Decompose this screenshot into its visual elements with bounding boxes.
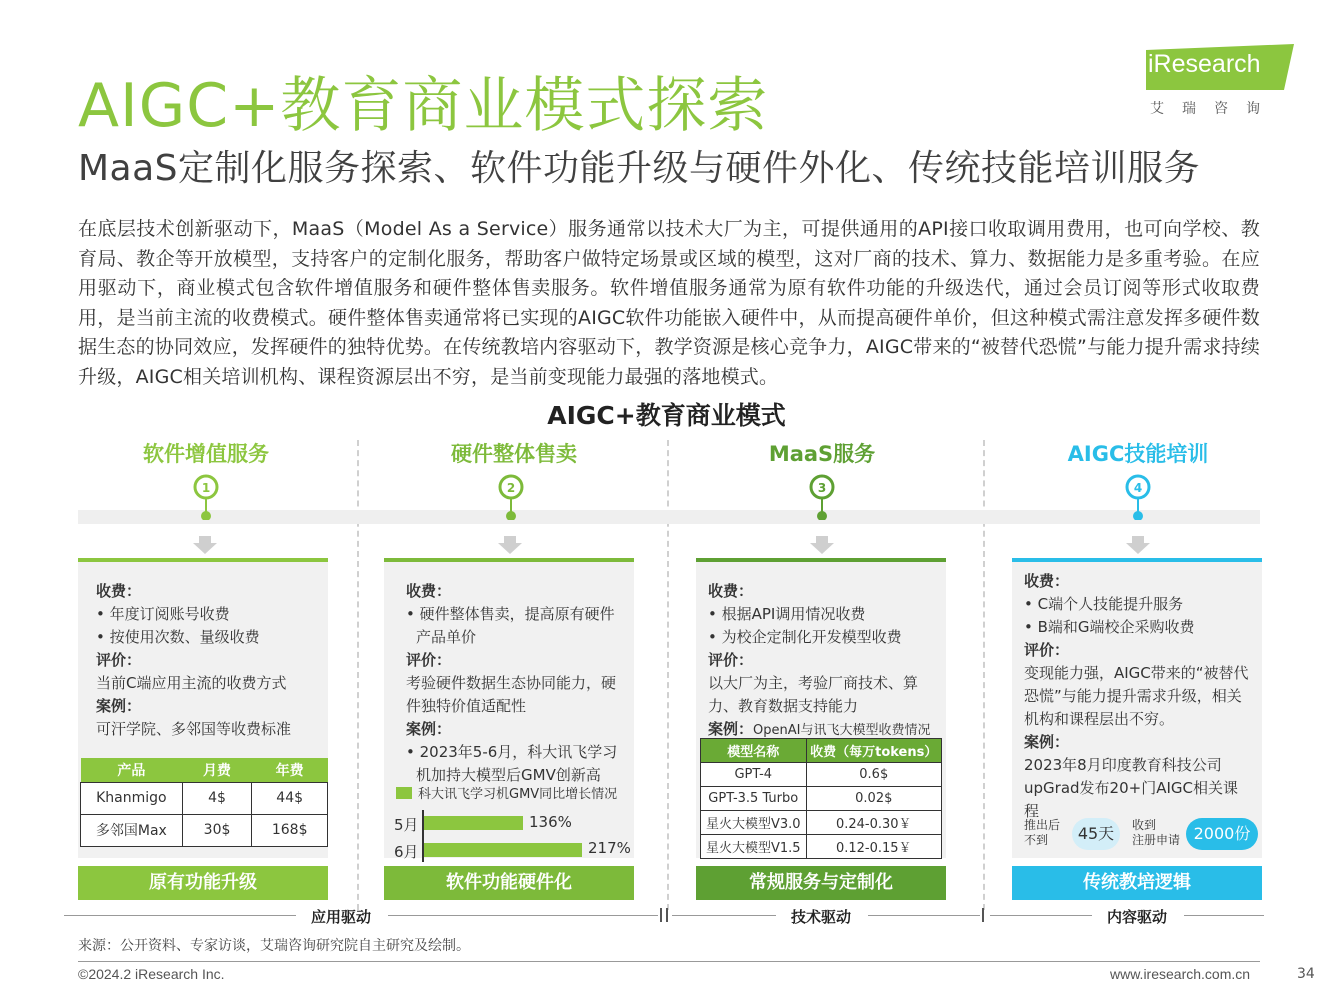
card-maas bbox=[696, 558, 946, 858]
eval-text: 以大厂为主，考验厂商技术、算力、教育数据支持能力 bbox=[708, 674, 919, 715]
col-heading-training: AIGC技能培训 bbox=[1067, 442, 1209, 466]
pin-number: 1 bbox=[201, 481, 211, 495]
pin-marker-1 bbox=[193, 474, 219, 520]
pin-marker-4 bbox=[1125, 474, 1151, 520]
case-text: 可汗学院、多邻国等收费标准 bbox=[96, 720, 292, 738]
case-label: 案例： bbox=[96, 697, 142, 715]
website-link[interactable]: www.iresearch.com.cn bbox=[1110, 966, 1251, 982]
table-row bbox=[701, 787, 942, 811]
driver-tick bbox=[982, 908, 984, 922]
timeline-bar bbox=[78, 510, 1260, 524]
page-number: 34 bbox=[1297, 966, 1315, 982]
pin-number: 2 bbox=[506, 481, 516, 495]
driver-tick bbox=[660, 908, 662, 922]
table-header: 年费 bbox=[252, 758, 328, 782]
logo-cn-text: 艾瑞咨询 bbox=[1150, 101, 1278, 117]
pin-marker-3 bbox=[809, 474, 835, 520]
col-heading-software: 软件增值服务 bbox=[143, 442, 269, 466]
case-label: 案例： bbox=[406, 720, 452, 738]
driver-line bbox=[388, 915, 658, 916]
table-cell: 30$ bbox=[182, 814, 252, 846]
table-header: 收费（每万tokens） bbox=[806, 739, 942, 763]
col-heading-hardware: 硬件整体售卖 bbox=[451, 442, 577, 466]
driver-line bbox=[672, 915, 776, 916]
model-pricing-table bbox=[700, 738, 942, 859]
down-arrow-icon bbox=[498, 536, 522, 554]
fee-label: 收费： bbox=[406, 582, 452, 600]
fee-item: • C端个人技能提升服务 bbox=[1024, 595, 1184, 613]
table-header: 产品 bbox=[81, 758, 183, 782]
table-cell: Khanmigo bbox=[81, 782, 183, 814]
driver-line bbox=[990, 915, 1092, 916]
bar-category-label: 5月 bbox=[394, 816, 419, 834]
stat-label: 推出后 不到 bbox=[1024, 818, 1061, 847]
page-title: AIGC+教育商业模式探索 bbox=[78, 71, 769, 141]
fee-label: 收费： bbox=[96, 582, 142, 600]
table-cell: 168$ bbox=[252, 814, 328, 846]
table-row bbox=[701, 811, 942, 835]
table-cell: 星火大模型V1.5 bbox=[701, 835, 807, 859]
fee-item: • 硬件整体售卖，提高原有硬件产品单价 bbox=[406, 605, 615, 646]
logo-text: iResearch bbox=[1148, 50, 1261, 78]
driver-line bbox=[868, 915, 980, 916]
table-row bbox=[701, 835, 942, 859]
table-cell: 0.6$ bbox=[806, 763, 942, 787]
pin-marker-2 bbox=[498, 474, 524, 520]
case-text: 2023年8月印度教育科技公司upGrad发布20+门AIGC相关课程 bbox=[1024, 756, 1238, 820]
driver-label-technology: 技术驱动 bbox=[790, 908, 851, 926]
fee-item: • 为校企定制化开发模型收费 bbox=[708, 628, 902, 646]
case-text: OpenAI与讯飞大模型收费情况 bbox=[753, 723, 931, 738]
table-header: 模型名称 bbox=[701, 739, 807, 763]
table-cell: 0.02$ bbox=[806, 787, 942, 811]
card-training bbox=[1012, 558, 1262, 858]
pricing-table bbox=[80, 758, 328, 847]
table-cell: 0.24-0.30￥ bbox=[806, 811, 942, 835]
stat-pill-applications: 2000份 bbox=[1186, 818, 1258, 850]
source-note: 来源：公开资料、专家访谈，艾瑞咨询研究院自主研究及绘制。 bbox=[78, 938, 470, 954]
chart-legend-text: 科大讯飞学习机GMV同比增长情况 bbox=[418, 787, 618, 802]
eval-label: 评价： bbox=[1024, 641, 1070, 659]
eval-text: 考验硬件数据生态协同能力，硬件独特价值适配性 bbox=[406, 674, 617, 715]
eval-label: 评价： bbox=[708, 651, 754, 669]
driver-line bbox=[64, 915, 296, 916]
table-row bbox=[81, 814, 328, 846]
table-cell: 多邻国Max bbox=[81, 814, 183, 846]
eval-label: 评价： bbox=[406, 651, 452, 669]
pin-number: 3 bbox=[817, 481, 827, 495]
copyright: ©2024.2 iResearch Inc. bbox=[78, 966, 225, 982]
fee-item: • 根据API调用情况收费 bbox=[708, 605, 866, 623]
col-heading-maas: MaaS服务 bbox=[768, 442, 876, 466]
table-cell: GPT-3.5 Turbo bbox=[701, 787, 807, 811]
table-header: 月费 bbox=[182, 758, 252, 782]
down-arrow-icon bbox=[1126, 536, 1150, 554]
fee-label: 收费： bbox=[1024, 572, 1070, 590]
eval-label: 评价： bbox=[96, 651, 142, 669]
table-cell: 4$ bbox=[182, 782, 252, 814]
card-hardware bbox=[384, 558, 634, 861]
card-software bbox=[78, 558, 328, 858]
bar-value-label: 136% bbox=[529, 813, 572, 831]
footer-bar-maas: 常规服务与定制化 bbox=[696, 866, 946, 900]
driver-tick bbox=[666, 908, 668, 922]
bar-category-label: 6月 bbox=[394, 843, 419, 861]
footer-bar-training: 传统教培逻辑 bbox=[1012, 866, 1262, 900]
driver-line bbox=[1184, 915, 1264, 916]
table-row bbox=[81, 782, 328, 814]
chart-legend-swatch bbox=[396, 787, 412, 799]
eval-text: 变现能力强，AIGC带来的“被替代恐慌”与能力提升需求升级，相关机构和课程层出不穷。 bbox=[1024, 664, 1249, 728]
table-cell: 44$ bbox=[252, 782, 328, 814]
down-arrow-icon bbox=[193, 536, 217, 554]
case-item: • 2023年5-6月，科大讯飞学习机加持大模型后GMV创新高 bbox=[406, 743, 618, 784]
footer-bar-software: 原有功能升级 bbox=[78, 866, 328, 900]
down-arrow-icon bbox=[810, 536, 834, 554]
table-row bbox=[701, 763, 942, 787]
page-subtitle: MaaS定制化服务探索、软件功能升级与硬件外化、传统技能培训服务 bbox=[78, 148, 1201, 189]
footer-divider bbox=[78, 961, 1260, 962]
fee-item: • 按使用次数、量级收费 bbox=[96, 628, 260, 646]
driver-label-content: 内容驱动 bbox=[1106, 908, 1167, 926]
footer-bar-hardware: 软件功能硬件化 bbox=[384, 866, 634, 900]
bar-june bbox=[424, 843, 582, 857]
stat-pill-days: 45天 bbox=[1072, 818, 1120, 850]
intro-paragraph: 在底层技术创新驱动下，MaaS（Model As a Service）服务通常以技术大厂为主，可提供通用的API接口收取调用费用，也可向学校、教育局、教企等开放模型，支持客户的定制化服务，帮助客户做特定场景或区域的模型，这对厂商的技术、算力、数据能力是多重考验。在应用驱动下，商业模式包含软件增值服务和硬件整体售卖服务。软件增值服务通常为原有软件功能的升级迭代，通过会员订阅等形式收取费用，是当前主流的收费模式。硬件整体售卖通常将已实现的AIGC软件功能嵌入硬件中，从而提高硬件单价，但这种模式需注意发挥多硬件数据生态的协同效应，发挥硬件的独特优势。在传统教培内容驱动下，教学资源是核心竞争力，AIGC带来的“被替代恐慌”与能力提升需求持续升级，AIGC相关培训机构、课程资源层出不穷，是当前变现能力最强的落地模式。 bbox=[78, 218, 1260, 388]
fee-label: 收费： bbox=[708, 582, 754, 600]
table-cell: GPT-4 bbox=[701, 763, 807, 787]
eval-text: 当前C端应用主流的收费方式 bbox=[96, 674, 287, 692]
stat-label: 收到 注册申请 bbox=[1132, 818, 1181, 847]
bar-may bbox=[424, 816, 523, 830]
bar-value-label: 217% bbox=[588, 839, 631, 857]
case-label: 案例： bbox=[708, 720, 754, 738]
case-label: 案例： bbox=[1024, 733, 1070, 751]
fee-item: • B端和G端校企采购收费 bbox=[1024, 618, 1195, 636]
fee-item: • 年度订阅账号收费 bbox=[96, 605, 230, 623]
diagram-title: AIGC+教育商业模式 bbox=[547, 401, 786, 430]
pin-number: 4 bbox=[1133, 481, 1143, 495]
table-cell: 星火大模型V3.0 bbox=[701, 811, 807, 835]
iresearch-logo bbox=[1146, 44, 1296, 120]
driver-label-application: 应用驱动 bbox=[310, 908, 371, 926]
table-cell: 0.12-0.15￥ bbox=[806, 835, 942, 859]
